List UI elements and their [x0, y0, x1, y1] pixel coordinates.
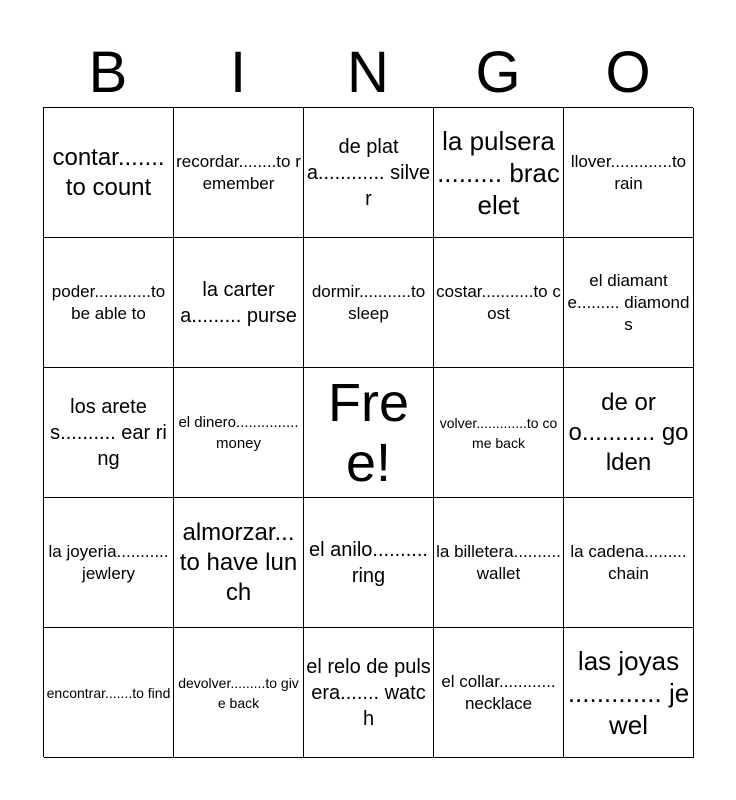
- bingo-cell-r1c4: [434, 108, 564, 238]
- cell-text: llover.............to rain: [570, 151, 687, 193]
- cell-text: costar...........to cost: [436, 281, 561, 323]
- bingo-cell-r5c4: [434, 628, 564, 758]
- bingo-cell-free: [304, 368, 434, 498]
- cell-text: la pulsera ......... bracelet: [437, 125, 560, 220]
- bingo-cell-r2c3: [304, 238, 434, 368]
- cell-text: dormir...........to sleep: [311, 281, 426, 323]
- bingo-cell-r3c4: [434, 368, 564, 498]
- bingo-cell-r5c3: [304, 628, 434, 758]
- bingo-cell-r2c1: [44, 238, 174, 368]
- cell-text: recordar........to remember: [176, 151, 301, 193]
- cell-text: la billetera.......... wallet: [436, 541, 561, 583]
- cell-text: volver.............to come back: [439, 414, 558, 451]
- bingo-cell-r2c4: [434, 238, 564, 368]
- title-letter-i: I: [229, 40, 247, 105]
- cell-text: la joyeria........... jewlery: [48, 541, 169, 583]
- bingo-cell-r5c1: [44, 628, 174, 758]
- title-letter-g: G: [475, 40, 521, 105]
- cell-text: las joyas ............. jewel: [567, 645, 690, 740]
- bingo-cell-r1c5: [564, 108, 694, 238]
- bingo-cell-r4c3: [304, 498, 434, 628]
- cell-text: la cartera......... purse: [180, 278, 297, 327]
- title-letter-o: O: [605, 40, 651, 105]
- bingo-cell-r4c5: [564, 498, 694, 628]
- cell-text: los aretes.......... ear ring: [50, 395, 167, 470]
- cell-text: la cadena......... chain: [570, 541, 687, 583]
- bingo-cell-r2c5: [564, 238, 694, 368]
- cell-text: de oro........... golden: [568, 388, 689, 476]
- bingo-cell-r1c1: [44, 108, 174, 238]
- cell-text: el dinero............... money: [178, 413, 299, 452]
- bingo-cell-r4c2: [174, 498, 304, 628]
- bingo-cell-r5c2: [174, 628, 304, 758]
- bingo-cell-r5c5: [564, 628, 694, 758]
- free-space-text: Free!: [328, 372, 409, 493]
- cell-text: contar....... to count: [52, 143, 165, 201]
- cell-text: almorzar... to have lunch: [179, 518, 298, 606]
- bingo-cell-r2c2: [174, 238, 304, 368]
- cell-text: el diamante......... diamonds: [567, 270, 690, 334]
- bingo-cell-r3c2: [174, 368, 304, 498]
- bingo-cell-r1c2: [174, 108, 304, 238]
- bingo-cell-r3c1: [44, 368, 174, 498]
- bingo-cell-r1c3: [304, 108, 434, 238]
- cell-text: devolver.........to give back: [178, 674, 299, 711]
- bingo-title: [43, 40, 693, 106]
- bingo-cell-r4c1: [44, 498, 174, 628]
- cell-text: el collar............ necklace: [441, 671, 556, 713]
- bingo-cell-r4c4: [434, 498, 564, 628]
- cell-text: el relo de pulsera....... watch: [306, 655, 431, 730]
- bingo-board: [43, 107, 693, 757]
- title-letter-n: N: [347, 40, 389, 105]
- cell-text: poder............to be able to: [51, 281, 166, 323]
- cell-text: encontrar.......to find: [46, 684, 171, 701]
- title-letter-b: B: [88, 40, 128, 105]
- cell-text: el anilo.......... ring: [309, 538, 428, 587]
- cell-text: de plata............ silver: [306, 135, 431, 210]
- bingo-cell-r3c5: [564, 368, 694, 498]
